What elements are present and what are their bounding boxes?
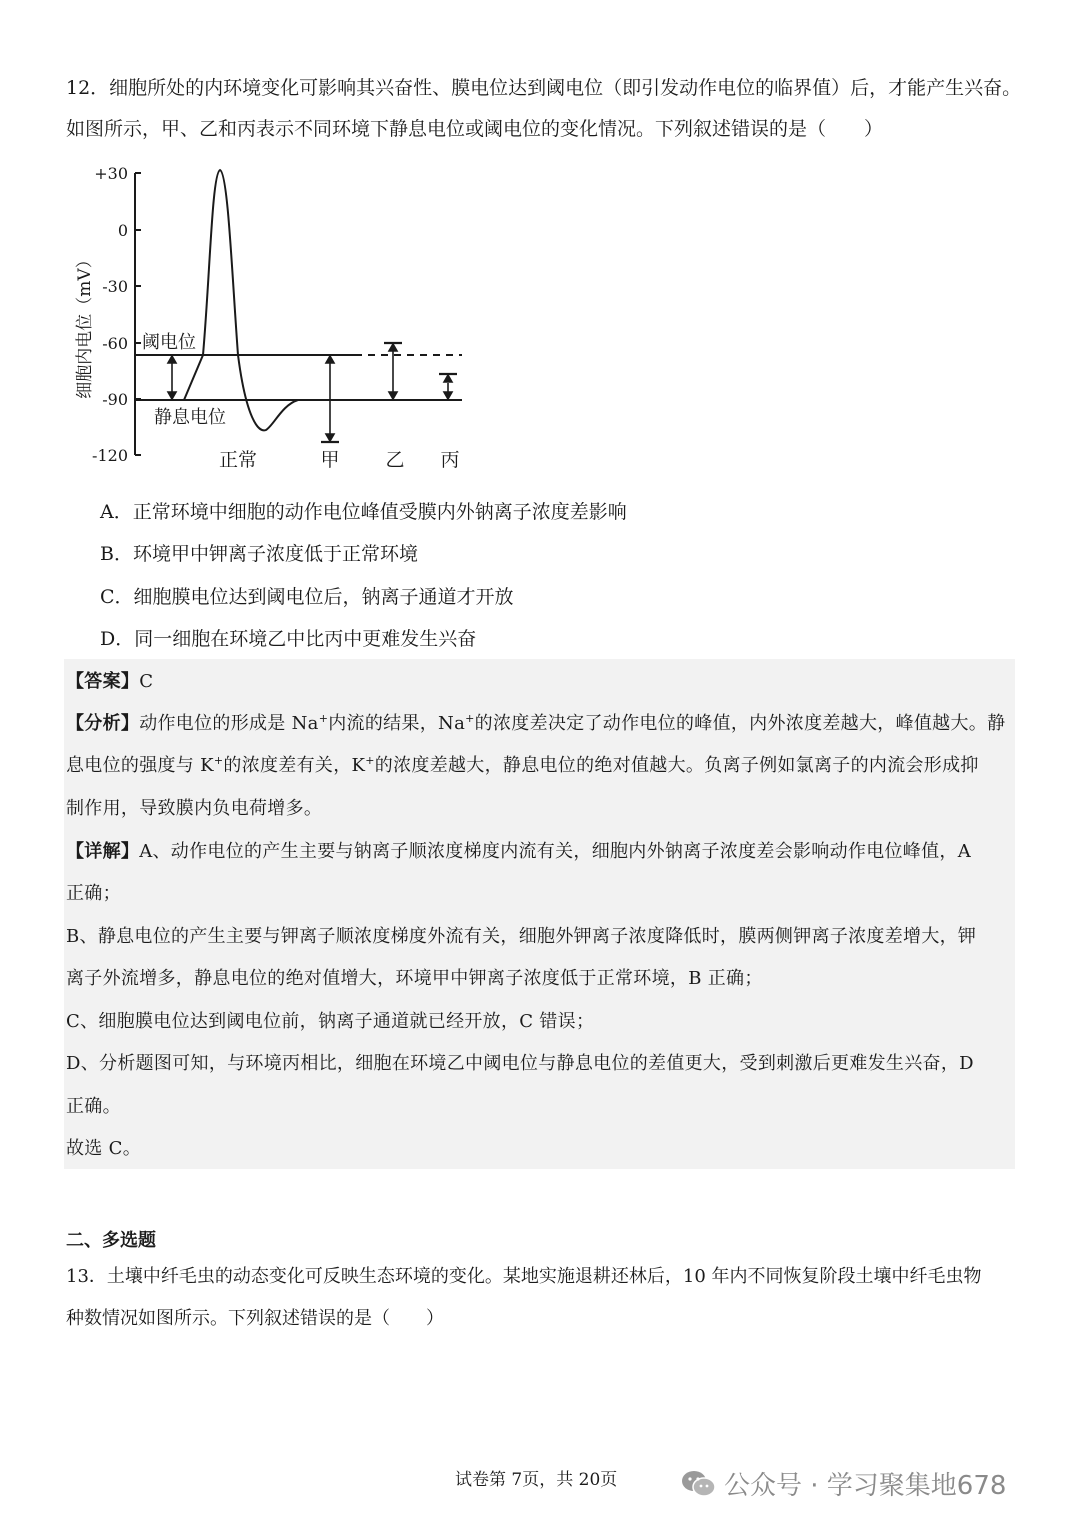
watermark [680, 1465, 1006, 1502]
answer-value: C [139, 671, 154, 692]
analysis-text: 动作电位的形成是 Na [139, 713, 319, 734]
analysis-label: 【分析】 [66, 713, 140, 734]
threshold-label: 阈电位 [142, 332, 196, 353]
superscript: + [213, 754, 224, 767]
section-title: 二、多选题 [66, 1230, 156, 1251]
y-tick-label: -90 [102, 390, 128, 409]
option-d: D．同一细胞在环境乙中比丙中更难发生兴奋 [100, 628, 477, 650]
superscript: + [365, 754, 375, 767]
detail-line-5: C、细胞膜电位达到阈电位前，钠离子通道就已经开放，C 错误； [66, 1011, 595, 1032]
action-potential-curve [184, 170, 298, 430]
analysis-text: 内流的结果，Na [328, 713, 466, 734]
detail-line-6: D、分析题图可知，与环境丙相比，细胞在环境乙中阈电位与静息电位的差值更大，受到刺激后更难发生兴奋，D [66, 1053, 974, 1074]
superscript: + [465, 712, 475, 725]
x-label-jia: 甲 [320, 449, 340, 471]
analysis-text: 的浓度差有关，K [223, 755, 366, 776]
analysis-line-2 [66, 754, 979, 778]
x-label-bing: 丙 [440, 449, 460, 471]
analysis-text: 的浓度差越大，静息电位的绝对值越大。负离子例如氯离子的内流会形成抑 [374, 755, 979, 776]
wechat-icon [680, 1469, 716, 1499]
analysis-line-1 [66, 712, 1005, 736]
option-c: C．细胞膜电位达到阈电位后，钠离子通道才开放 [100, 586, 514, 608]
detail-line-3: B、静息电位的产生主要与钾离子顺浓度梯度外流有关，细胞外钾离子浓度降低时，膜两侧钾离子浓度差增大，钾 [66, 926, 977, 947]
superscript: + [318, 712, 329, 725]
detail-label: 【详解】 [66, 841, 140, 862]
y-axis-label: 细胞内电位（mV） [75, 251, 95, 399]
y-tick-label: -120 [92, 446, 128, 465]
detail-line-1 [66, 840, 971, 864]
bing-arrow [439, 374, 457, 399]
detail-line-8: 故选 C。 [66, 1138, 141, 1159]
detail-text: A、动作电位的产生主要与钠离子顺浓度梯度内流有关，细胞内外钠离子浓度差会影响动作电位峰值，A [139, 841, 971, 862]
question-13-line-1: 13．土壤中纤毛虫的动态变化可反映生态环境的变化。某地实施退耕还林后，10 年内不同恢复阶段土壤中纤毛虫物 [66, 1266, 982, 1287]
x-label-normal: 正常 [218, 449, 258, 471]
analysis-text: 的浓度差决定了动作电位的峰值，内外浓度差越大，峰值越大。静 [474, 713, 1006, 734]
option-b: B．环境甲中钾离子浓度低于正常环境 [100, 543, 418, 565]
detail-line-4: 离子外流增多，静息电位的绝对值增大，环境甲中钾离子浓度低于正常环境，B 正确； [66, 968, 763, 989]
detail-line-7: 正确。 [66, 1096, 121, 1117]
question-12-line-1: 12．细胞所处的内环境变化可影响其兴奋性、膜电位达到阈电位（即引发动作电位的临界值）后，才能产生兴奋。 [66, 77, 1022, 99]
analysis-line-3: 制作用，导致膜内负电荷增多。 [66, 798, 323, 819]
normal-arrow [168, 356, 176, 399]
answer-label: 【答案】 [66, 671, 140, 692]
page-footer: 试卷第 7页，共 20页 [455, 1470, 618, 1490]
question-12-line-2: 如图所示，甲、乙和丙表示不同环境下静息电位或阈电位的变化情况。下列叙述错误的是（ ） [66, 118, 884, 140]
x-label-yi: 乙 [385, 449, 405, 471]
question-13-line-2: 种数情况如图所示。下列叙述错误的是（ ） [66, 1308, 444, 1329]
y-tick-label: 0 [117, 221, 128, 240]
membrane-potential-figure [60, 155, 480, 480]
resting-label: 静息电位 [154, 407, 226, 428]
analysis-text: 息电位的强度与 K [66, 755, 214, 776]
watermark-text: 公众号 · 学习聚集地678 [724, 1471, 1007, 1501]
answer-line [66, 670, 153, 694]
y-tick-label: +30 [94, 164, 128, 183]
yi-arrow [384, 343, 402, 399]
y-tick-label: -60 [102, 334, 128, 353]
y-tick-label: -30 [102, 277, 128, 296]
detail-line-2: 正确； [66, 883, 121, 904]
option-a: A．正常环境中细胞的动作电位峰值受膜内外钠离子浓度差影响 [100, 501, 627, 523]
